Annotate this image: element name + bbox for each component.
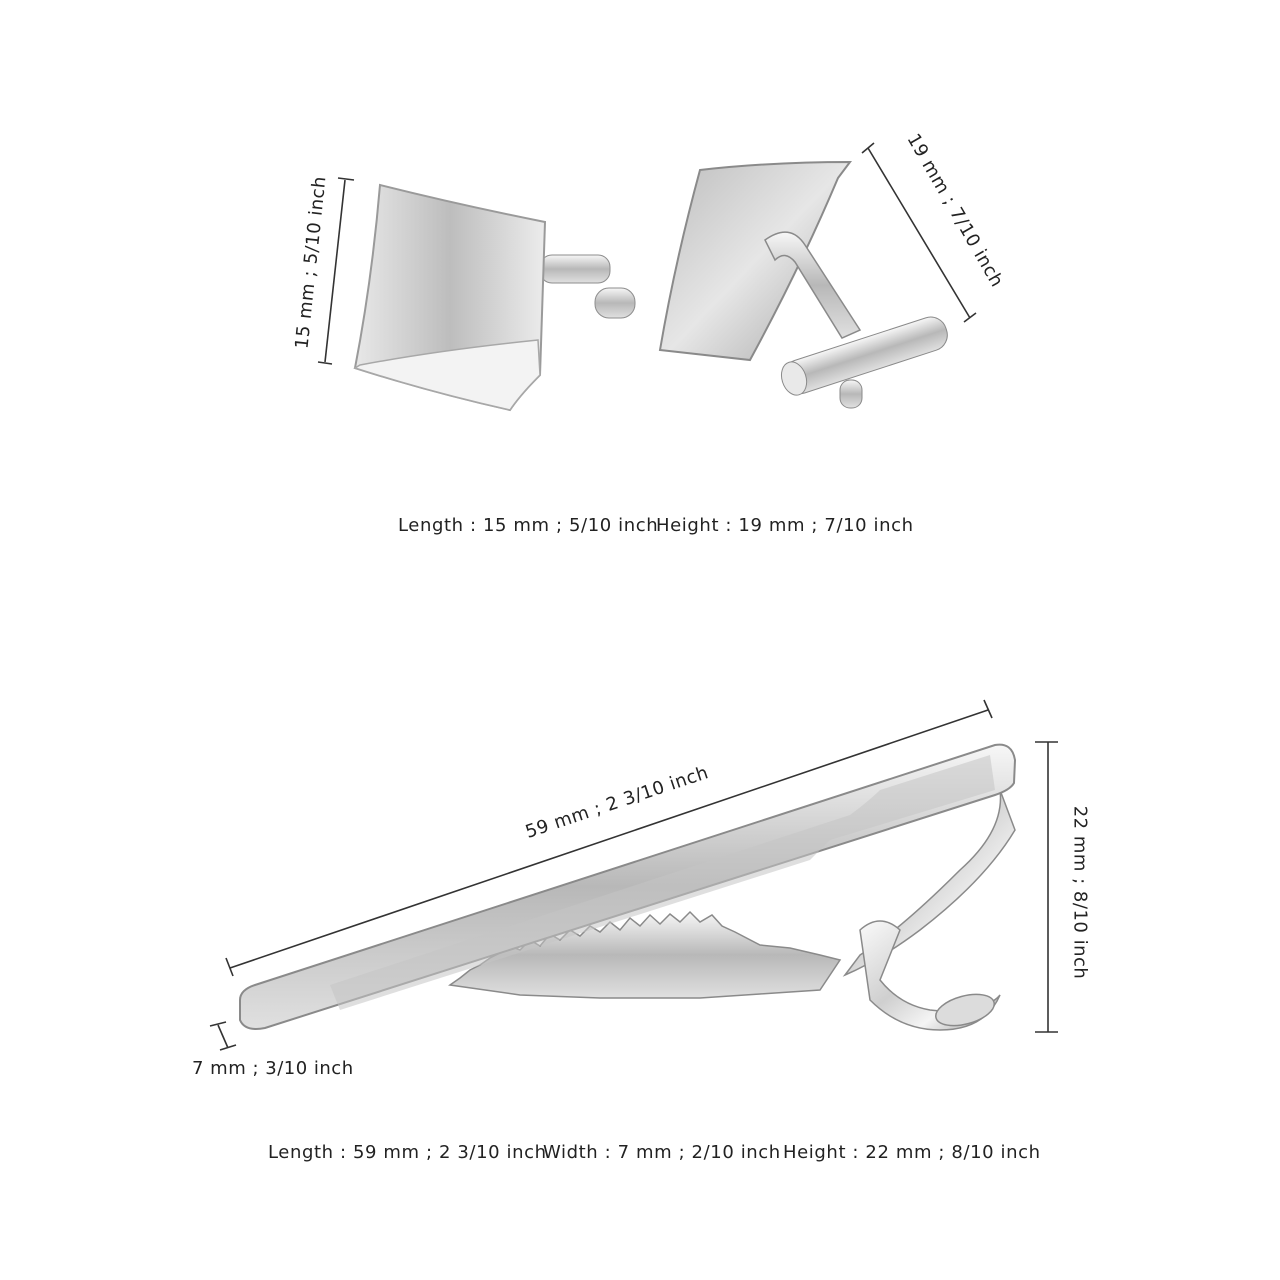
tieclip-width-dimension-label: 7 mm ; 3/10 inch [192,1058,354,1079]
cufflink-caption-length: Length : 15 mm ; 5/10 inch [398,515,659,536]
left-cufflink [355,185,635,410]
right-cufflink-dimension-label: 19 mm ; 7/10 inch [902,130,1008,291]
left-cufflink-post [540,255,610,283]
cufflink-caption-height: Height : 19 mm ; 7/10 inch [656,515,914,536]
left-cufflink-dimension-label: 15 mm ; 5/10 inch [291,175,331,350]
right-cufflink-back [660,162,850,360]
tieclip-height-dimension-label: 22 mm ; 8/10 inch [1069,805,1091,980]
tieclip-length-dimension-label: 59 mm ; 2 3/10 inch [522,762,712,843]
tieclip-caption-height: Height : 22 mm ; 8/10 inch [783,1142,1041,1163]
tieclip-caption-length: Length : 59 mm ; 2 3/10 inch [268,1142,547,1163]
right-cufflink-toggle-bar [777,313,951,398]
left-cufflink-toggle [595,288,635,318]
right-cufflink [660,162,951,408]
tieclip-caption-width: Width : 7 mm ; 2/10 inch [543,1142,781,1163]
